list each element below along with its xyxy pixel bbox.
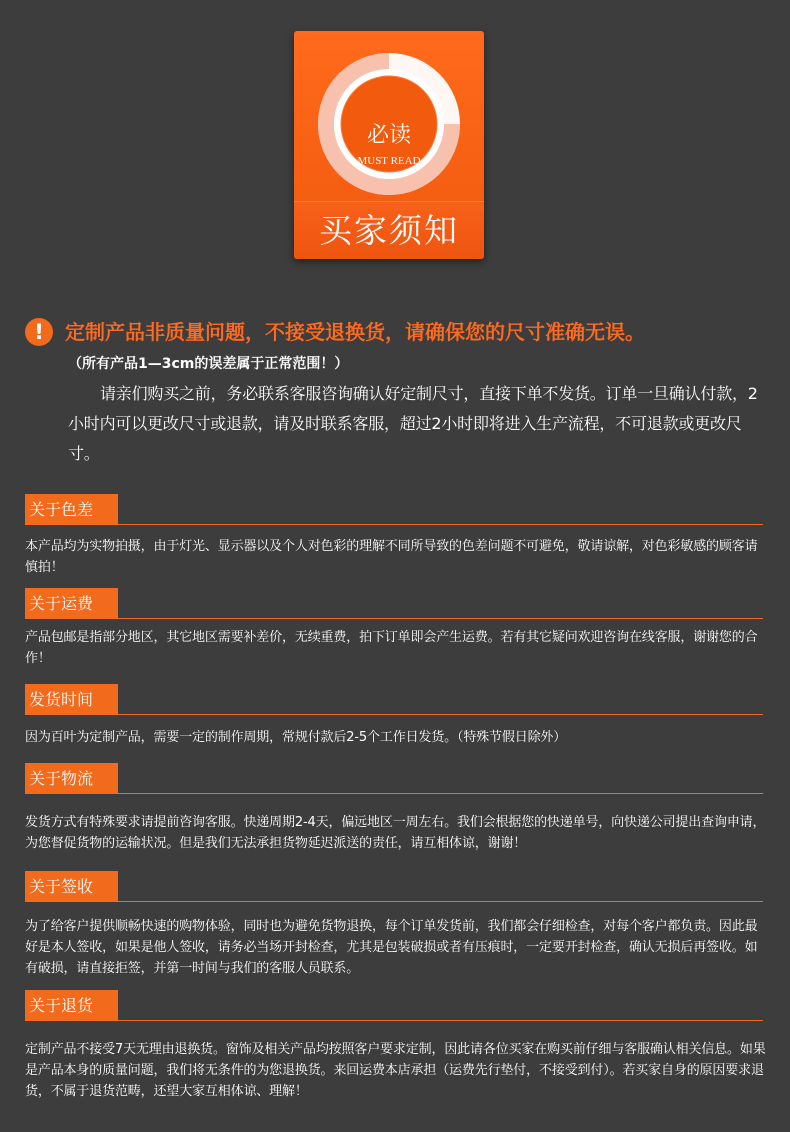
section-divider <box>25 1020 763 1021</box>
section-divider <box>25 901 763 902</box>
must-read-subtitle: MUST READ <box>357 155 421 167</box>
section-divider <box>25 714 763 715</box>
section-body-shipping-fee: 产品包邮是指部分地区，其它地区需要补差价，无续重费，拍下订单即会产生运费。若有其它疑问欢迎咨询在线客服，谢谢您的合作！ <box>25 630 758 666</box>
warning-body: 请亲们购买之前，务必联系客服咨询确认好定制尺寸，直接下单不发货。订单一旦确认付款，2小时内可以更改尺寸或退款，请及时联系客服，超过2小时即将进入生产流程，不可退款或更改尺寸。 <box>68 384 758 463</box>
section-divider <box>25 618 763 619</box>
warning-heading: 定制产品非质量问题，不接受退换货，请确保您的尺寸准确无误。 <box>65 320 645 344</box>
section-title-logistics: 关于物流 <box>25 763 118 794</box>
section-title-shipping-fee: 关于运费 <box>25 588 118 619</box>
section-title-receipt: 关于签收 <box>25 871 118 902</box>
section-title-delivery-time: 发货时间 <box>25 684 118 715</box>
section-body-logistics: 发货方式有特殊要求请提前咨询客服。快递周期2-4天，偏远地区一周左右。我们会根据您的快递单号，向快递公司提出查询申请，为您督促货物的运输状况。但是我们无法承担货物延迟派送的责任，请互相体谅，谢谢！ <box>25 815 766 851</box>
section-body-receipt: 为了给客户提供顺畅快速的购物体验，同时也为避免货物退换，每个订单发货前，我们都会仔细检查，对每个客户都负责。因此最好是本人签收，如果是他人签收，请务必当场开封检查，尤其是包装破损或者有压痕时，一定要开封检查，确认无损后再签收。如有破损，请直接拒签，并第一时间与我们的客服人员联系。 <box>25 919 758 976</box>
section-divider <box>25 793 763 794</box>
must-read-title: 必读 <box>366 123 411 148</box>
page-title: 买家须知 <box>319 211 459 250</box>
section-body-returns: 定制产品不接受7天无理由退换货。窗饰及相关产品均按照客户要求定制，因此请各位买家在购买前仔细与客服确认相关信息。如果是产品本身的质量问题，我们将无条件的为您退换货。来回运费本店承担（运费先行垫付，不接受到付）。若买家自身的原因要求退货，不属于退货范畴，还望大家互相体谅、理解！ <box>25 1042 766 1099</box>
must-read-badge <box>294 31 484 259</box>
section-title-returns: 关于退货 <box>25 990 118 1021</box>
section-title-color-difference: 关于色差 <box>25 494 118 525</box>
warning-note: （所有产品1—3cm的误差属于正常范围！） <box>68 356 349 372</box>
exclamation-icon: ! <box>25 318 53 346</box>
section-body-color-difference: 本产品均为实物拍摄，由于灯光、显示器以及个人对色彩的理解不同所导致的色差问题不可避免，敬请谅解，对色彩敏感的顾客请慎拍！ <box>25 539 758 575</box>
section-divider <box>25 524 763 525</box>
section-body-delivery-time: 因为百叶为定制产品，需要一定的制作周期，常规付款后2-5个工作日发货。（特殊节假日除外） <box>25 730 567 745</box>
